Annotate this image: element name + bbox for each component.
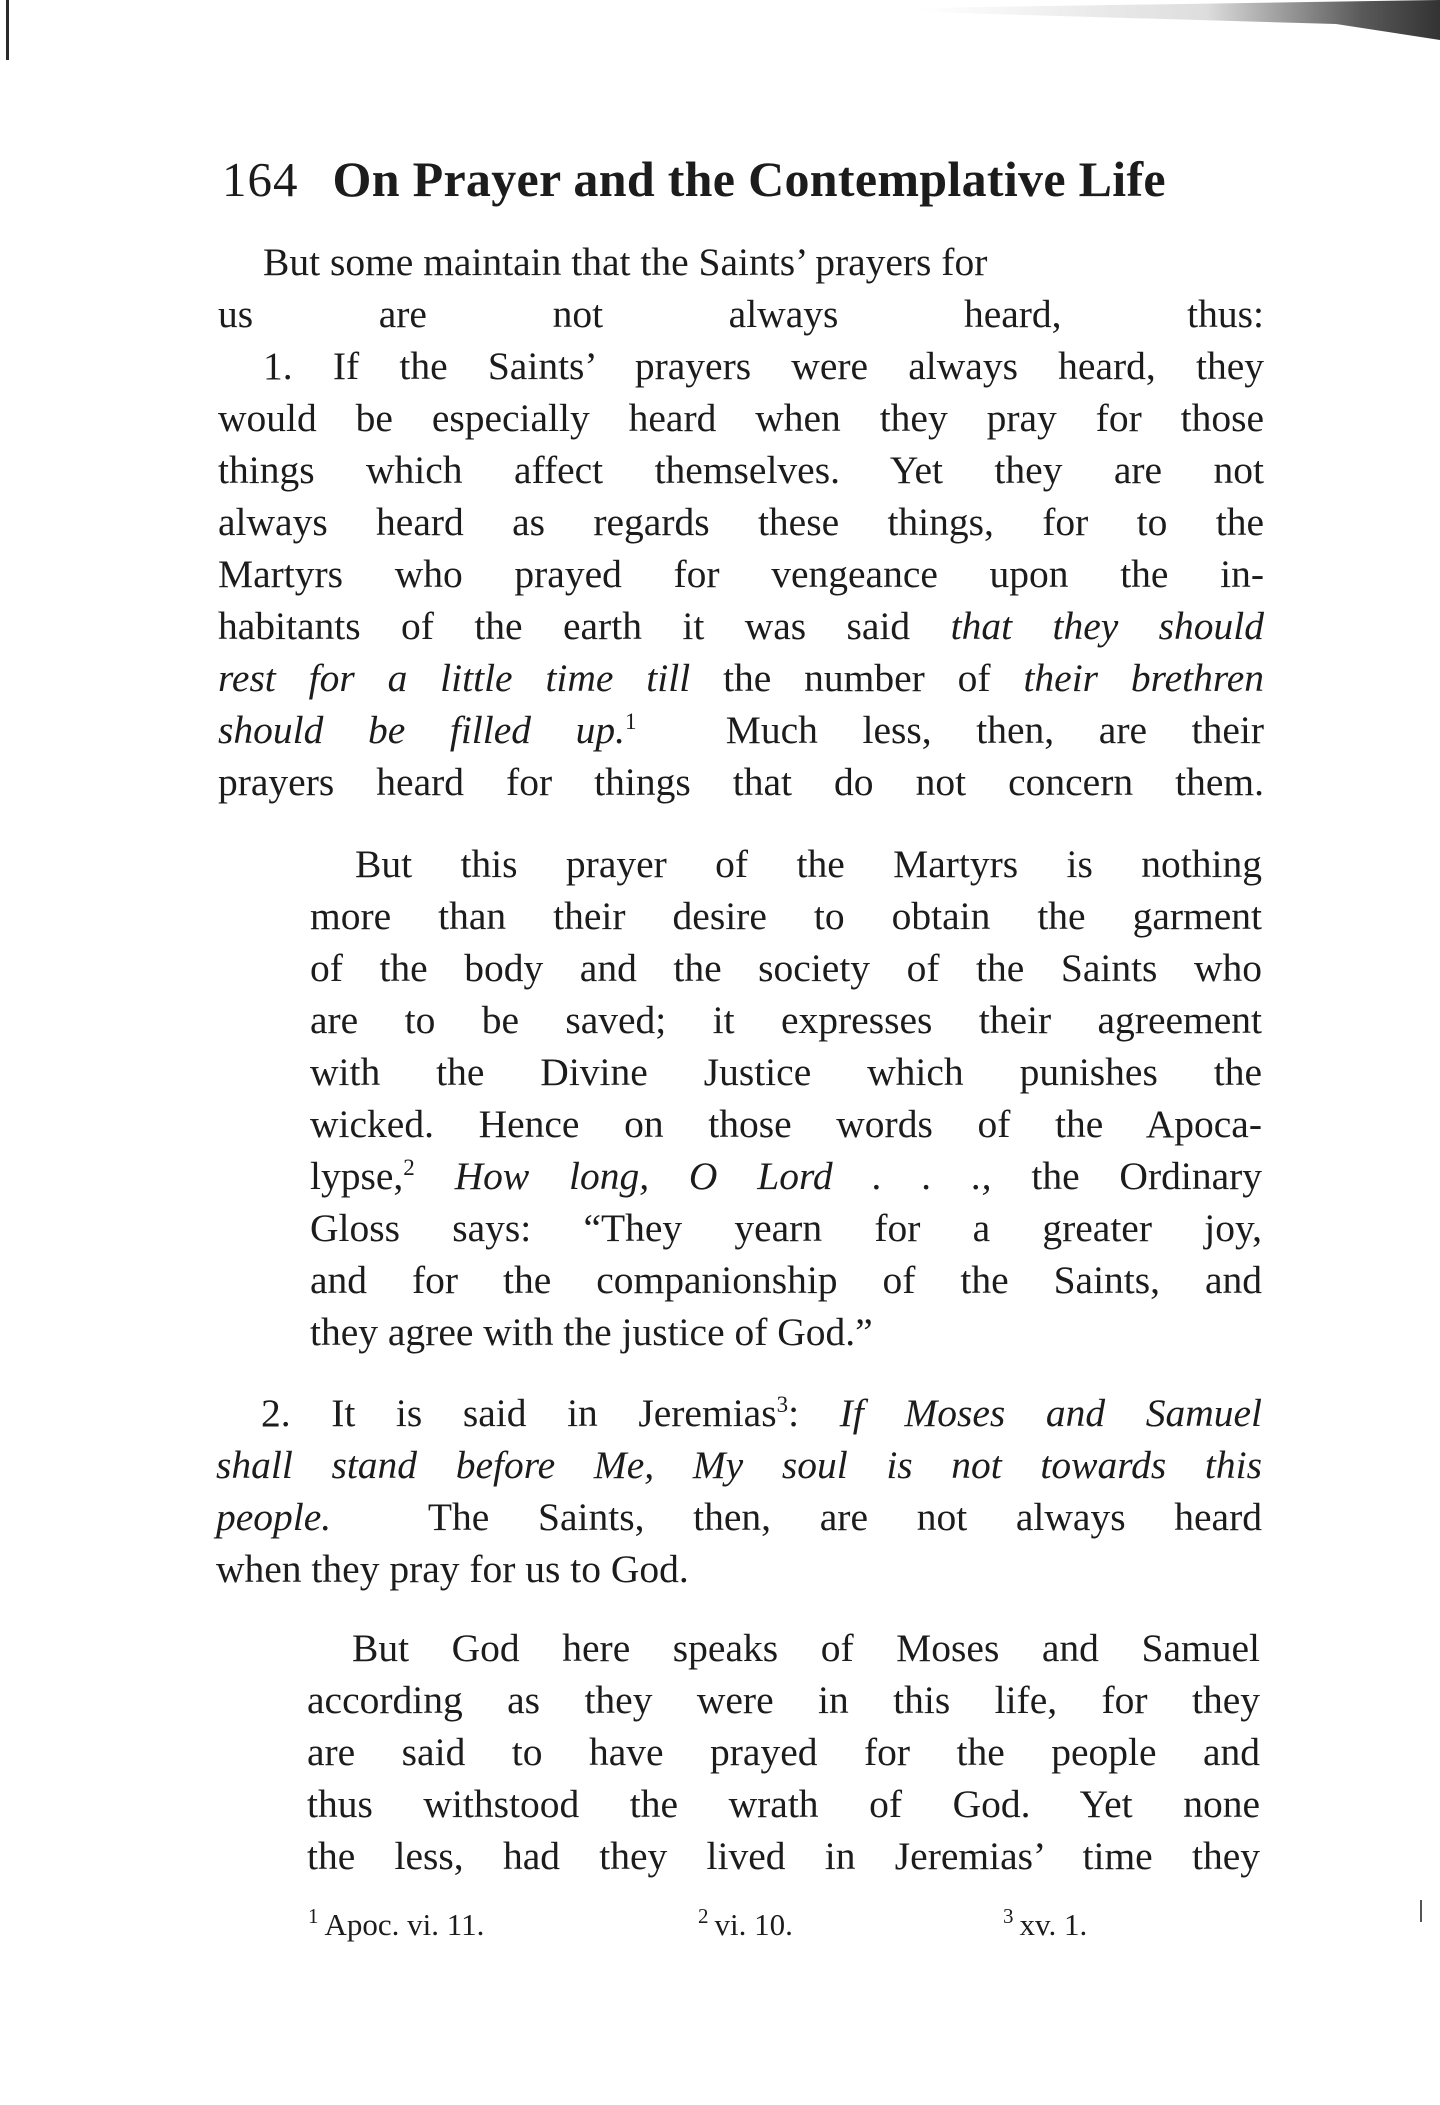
footnote-mark: 3	[1003, 1904, 1014, 1928]
footnote-ref: 1	[625, 709, 637, 734]
footnote-ref: 3	[776, 1392, 789, 1417]
text-line: are said to have prayed for the people and	[307, 1730, 1260, 1774]
footnote-1: $^1$ Apoc. vi. 11.	[308, 1904, 485, 1942]
text-line: and for the companionship of the Saints, and	[310, 1258, 1262, 1302]
text-line: habitants of the earth it was said that they should	[218, 604, 1265, 648]
scan-shadow	[920, 0, 1440, 40]
text-line: of the body and the society of the Saints who	[310, 946, 1262, 990]
quote-italic: How long, O Lord . . .,	[454, 1154, 992, 1198]
text-line: things which affect themselves. Yet they are not	[218, 448, 1264, 492]
text-line: they agree with the justice of God.”	[310, 1310, 873, 1354]
text-line: us are not always heard, thus:	[218, 292, 1264, 336]
text-line: should be filled up.$^1$ Much less, then, are their	[218, 708, 1265, 752]
scan-edge-mark	[6, 0, 9, 60]
text-line: lypse,$^2$ How long, O Lord . . ., the Ordinary	[310, 1154, 1263, 1198]
text-line	[216, 1439, 1262, 1491]
text-line: people. The Saints, then, are not always heard	[216, 1495, 1262, 1539]
paragraph-reply-1	[310, 838, 1262, 1358]
text-line: always heard as regards these things, for to the	[218, 500, 1264, 544]
text-line: But this prayer of the Martyrs is nothing	[355, 842, 1262, 886]
footnote-2: $^2$ vi. 10.	[698, 1904, 793, 1942]
text-line: Martyrs who prayed for vengeance upon the in-	[218, 552, 1264, 596]
quote-italic: that they should	[950, 604, 1265, 648]
quote-italic: shall stand before Me, My soul is not towards this	[216, 1443, 1262, 1487]
text-line: the less, had they lived in Jeremias’ time they	[307, 1834, 1260, 1878]
paragraph-objection-1	[218, 236, 1264, 808]
text-line: rest for a little time till the number of their brethren	[218, 656, 1265, 700]
quote-italic: If Moses and Samuel	[839, 1391, 1262, 1435]
text-line: are to be saved; it expresses their agreement	[310, 998, 1262, 1042]
text-line: more than their desire to obtain the garment	[310, 894, 1262, 938]
text-line: But some maintain that the Saints’ prayers for	[263, 240, 988, 284]
text-line: prayers heard for things that do not concern them.	[218, 760, 1264, 804]
text-line: 2. It is said in Jeremias$^3$: If Moses and Samuel	[261, 1391, 1262, 1435]
text-line: wicked. Hence on those words of the Apoca-	[310, 1102, 1262, 1146]
footnote-mark: 2	[698, 1904, 709, 1928]
text-line: with the Divine Justice which punishes the	[310, 1050, 1262, 1094]
scan-speck	[1420, 1900, 1422, 1922]
text-line: when they pray for us to God.	[216, 1547, 689, 1591]
quote-italic: should be filled up.	[218, 708, 626, 752]
footnotes	[308, 1904, 1168, 1943]
text-line: But God here speaks of Moses and Samuel	[352, 1626, 1260, 1670]
text-line: according as they were in this life, for they	[307, 1678, 1260, 1722]
quote-italic: rest for a little time till	[218, 656, 691, 700]
text-line: thus withstood the wrath of God. Yet none	[307, 1782, 1260, 1826]
paragraph-objection-2	[216, 1387, 1262, 1595]
paragraph-reply-2	[307, 1622, 1260, 1882]
page-header	[222, 150, 1262, 220]
text-line: Gloss says: “They yearn for a greater joy,	[310, 1206, 1262, 1250]
running-title: On Prayer and the Contemplative Life	[332, 151, 1166, 207]
footnote-3: $^3$ xv. 1.	[1003, 1904, 1088, 1942]
quote-italic: their brethren	[1023, 656, 1265, 700]
footnote-ref: 2	[403, 1155, 415, 1180]
page-number: 164	[222, 152, 299, 207]
footnote-mark: 1	[308, 1904, 319, 1928]
text-line: 1. If the Saints’ prayers were always heard, they	[263, 344, 1264, 388]
quote-italic: people.	[216, 1495, 332, 1539]
text-line: would be especially heard when they pray for those	[218, 396, 1264, 440]
